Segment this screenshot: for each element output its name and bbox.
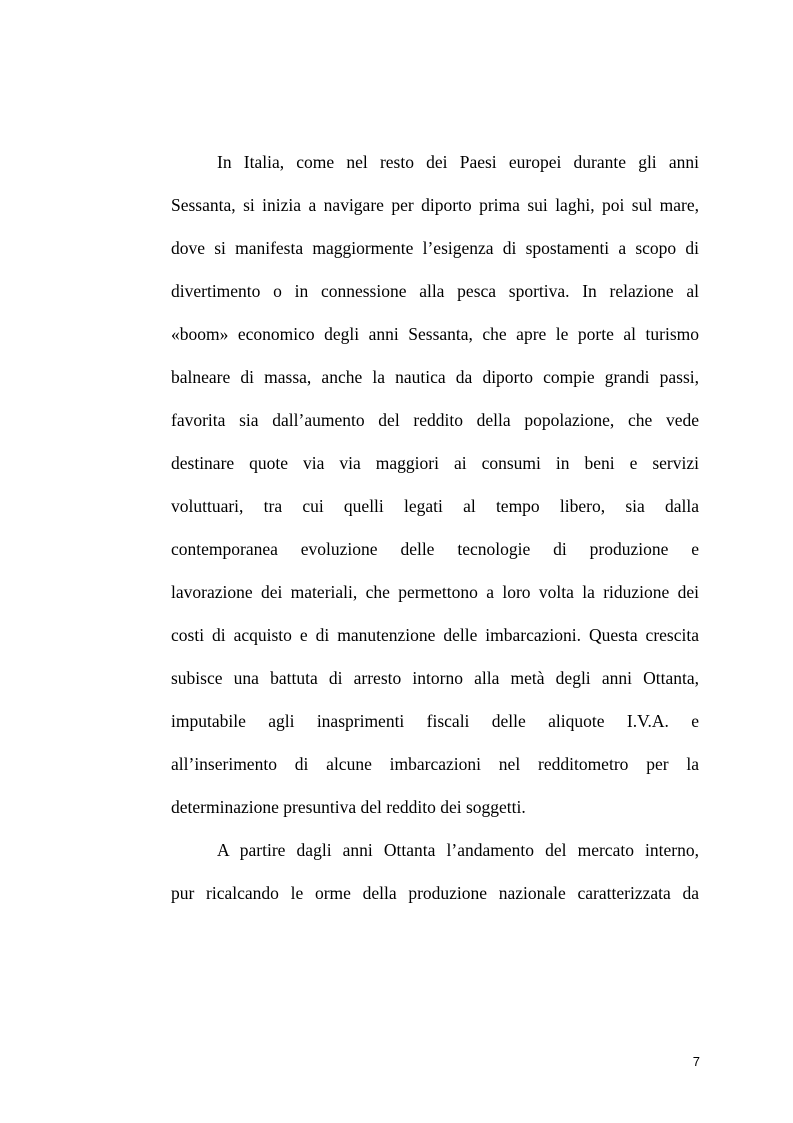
text-line: favorita sia dall’aumento del reddito della popolazione, che vede: [171, 410, 699, 430]
text-line: Sessanta, si inizia a navigare per diporto prima sui laghi, poi sul mare,: [171, 195, 699, 215]
text-line: destinare quote via via maggiori ai consumi in beni e servizi: [171, 453, 699, 473]
text-line: A partire dagli anni Ottanta l’andamento del mercato interno,: [217, 840, 699, 860]
text-line: voluttuari, tra cui quelli legati al tempo libero, sia dalla: [171, 496, 699, 516]
paragraph-1: [171, 141, 699, 829]
text-line: determinazione presuntiva del reddito dei soggetti.: [171, 797, 526, 817]
text-line: subisce una battuta di arresto intorno alla metà degli anni Ottanta,: [171, 668, 699, 688]
text-line: all’inserimento di alcune imbarcazioni nel redditometro per la: [171, 754, 699, 774]
text-line: dove si manifesta maggiormente l’esigenza di spostamenti a scopo di: [171, 238, 699, 258]
text-line: contemporanea evoluzione delle tecnologie di produzione e: [171, 539, 699, 559]
page-number: 7: [692, 1054, 700, 1069]
text-line: costi di acquisto e di manutenzione delle imbarcazioni. Questa crescita: [171, 625, 699, 645]
text-line: imputabile agli inasprimenti fiscali delle aliquote I.V.A. e: [171, 711, 699, 731]
text-line: balneare di massa, anche la nautica da diporto compie grandi passi,: [171, 367, 699, 387]
text-line: lavorazione dei materiali, che permettono a loro volta la riduzione dei: [171, 582, 699, 602]
body-text: [171, 141, 699, 915]
text-line: pur ricalcando le orme della produzione nazionale caratterizzata da: [171, 883, 699, 903]
text-line: divertimento o in connessione alla pesca sportiva. In relazione al: [171, 281, 699, 301]
text-line: In Italia, come nel resto dei Paesi europei durante gli anni: [217, 152, 699, 172]
paragraph-2: [171, 829, 699, 915]
text-line: «boom» economico degli anni Sessanta, che apre le porte al turismo: [171, 324, 699, 344]
